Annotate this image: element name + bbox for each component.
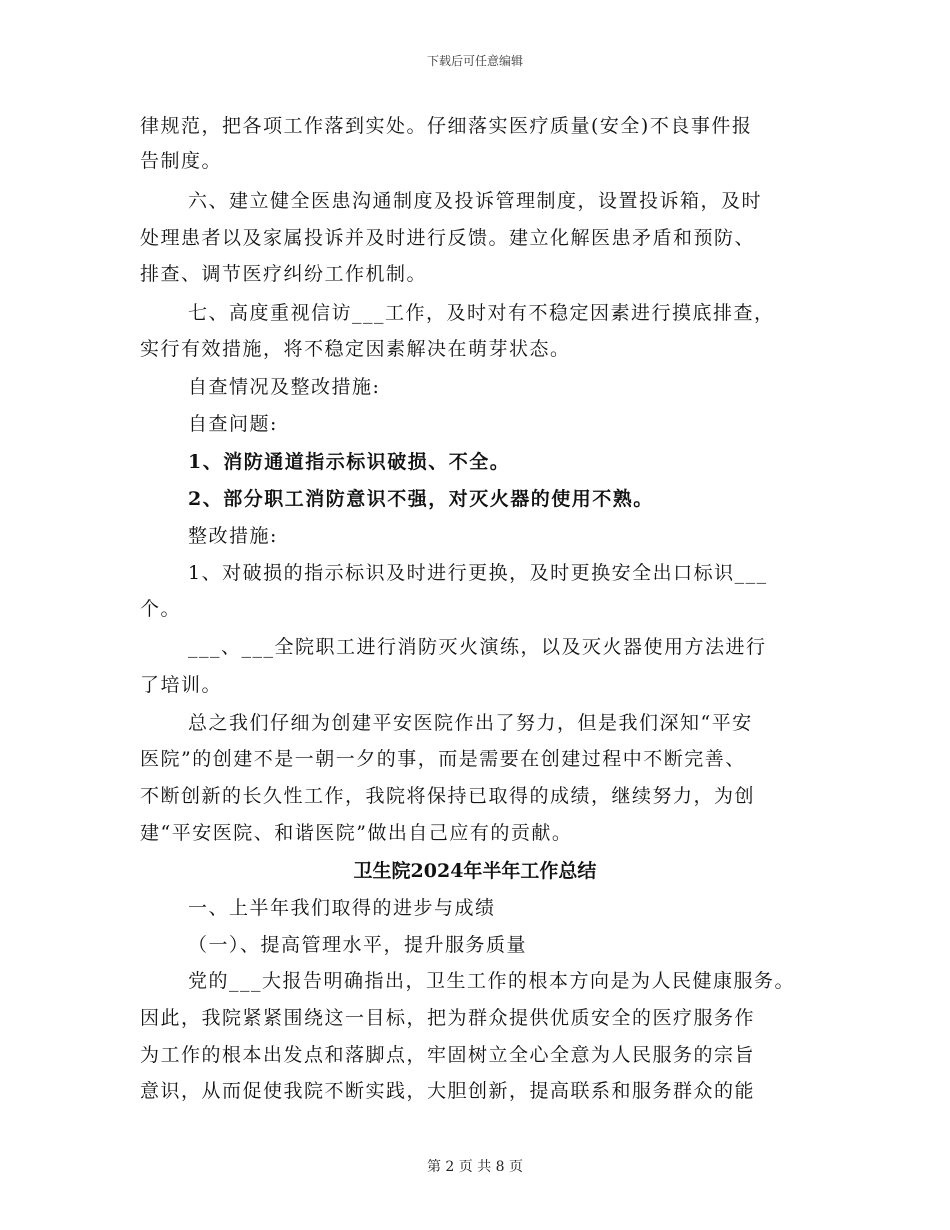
body-line: 了培训。: [140, 674, 223, 696]
page-footer: 第 2 页 共 8 页: [426, 1159, 524, 1175]
body-line: 自查情况及整改措施:: [188, 376, 381, 398]
body-line: 建“平安医院、和谐医院”做出自己应有的贡献。: [140, 822, 573, 844]
body-line: 因此，我院紧紧围绕这一目标，把为群众提供优质安全的医疗服务作: [140, 1007, 756, 1029]
body-line: 实行有效措施，将不稳定因素解决在萌芽状态。: [140, 338, 571, 360]
body-line: 总之我们仔细为创建平安医院作出了努力，但是我们深知“平安: [188, 712, 753, 734]
body-line: 告制度。: [140, 150, 223, 172]
body-line: 个。: [140, 598, 182, 620]
body-line: 排查、调节医疗纠纷工作机制。: [140, 263, 428, 285]
body-line: 党的___大报告明确指出，卫生工作的根本方向是为人民健康服务。: [188, 970, 796, 992]
body-line: 处理患者以及家属投诉并及时进行反馈。建立化解医患矛盾和预防、: [140, 227, 756, 249]
body-line: （一）、提高管理水平，提升服务质量: [188, 934, 528, 956]
body-line: 六、建立健全医患沟通制度及投诉管理制度，设置投诉箱，及时: [188, 190, 763, 212]
body-line: 为工作的根本出发点和落脚点，牢固树立全心全意为人民服务的宗旨: [140, 1044, 756, 1066]
body-line: ___、___全院职工进行消防灭火演练，以及灭火器使用方法进行: [188, 636, 767, 658]
body-line: 整改措施:: [188, 525, 278, 547]
body-line: 医院”的创建不是一朝一夕的事，而是需要在创建过程中不断完善、: [140, 748, 746, 770]
page-header: 下载后可任意编辑: [426, 54, 523, 68]
body-line: 1、对破损的指示标识及时进行更换，及时更换安全出口标识___: [188, 562, 768, 584]
body-line: 自查问题:: [188, 413, 278, 435]
issue-item-2: 2、部分职工消防意识不强，对灭火器的使用不熟。: [188, 488, 654, 510]
body-line: 不断创新的长久性工作，我院将保持已取得的成绩，继续努力，为创: [140, 785, 756, 807]
body-line: 七、高度重视信访___工作，及时对有不稳定因素进行摸底排查，: [188, 302, 775, 324]
section-title: 卫生院2024年半年工作总结: [353, 860, 597, 882]
body-line: 一、上半年我们取得的进步与成绩: [188, 897, 496, 919]
body-line: 律规范，把各项工作落到实处。仔细落实医疗质量(安全)不良事件报: [140, 115, 753, 137]
body-line: 意识，从而促使我院不断实践，大胆创新，提高联系和服务群众的能: [140, 1080, 756, 1102]
issue-item-1: 1、消防通道指示标识破损、不全。: [188, 451, 511, 473]
